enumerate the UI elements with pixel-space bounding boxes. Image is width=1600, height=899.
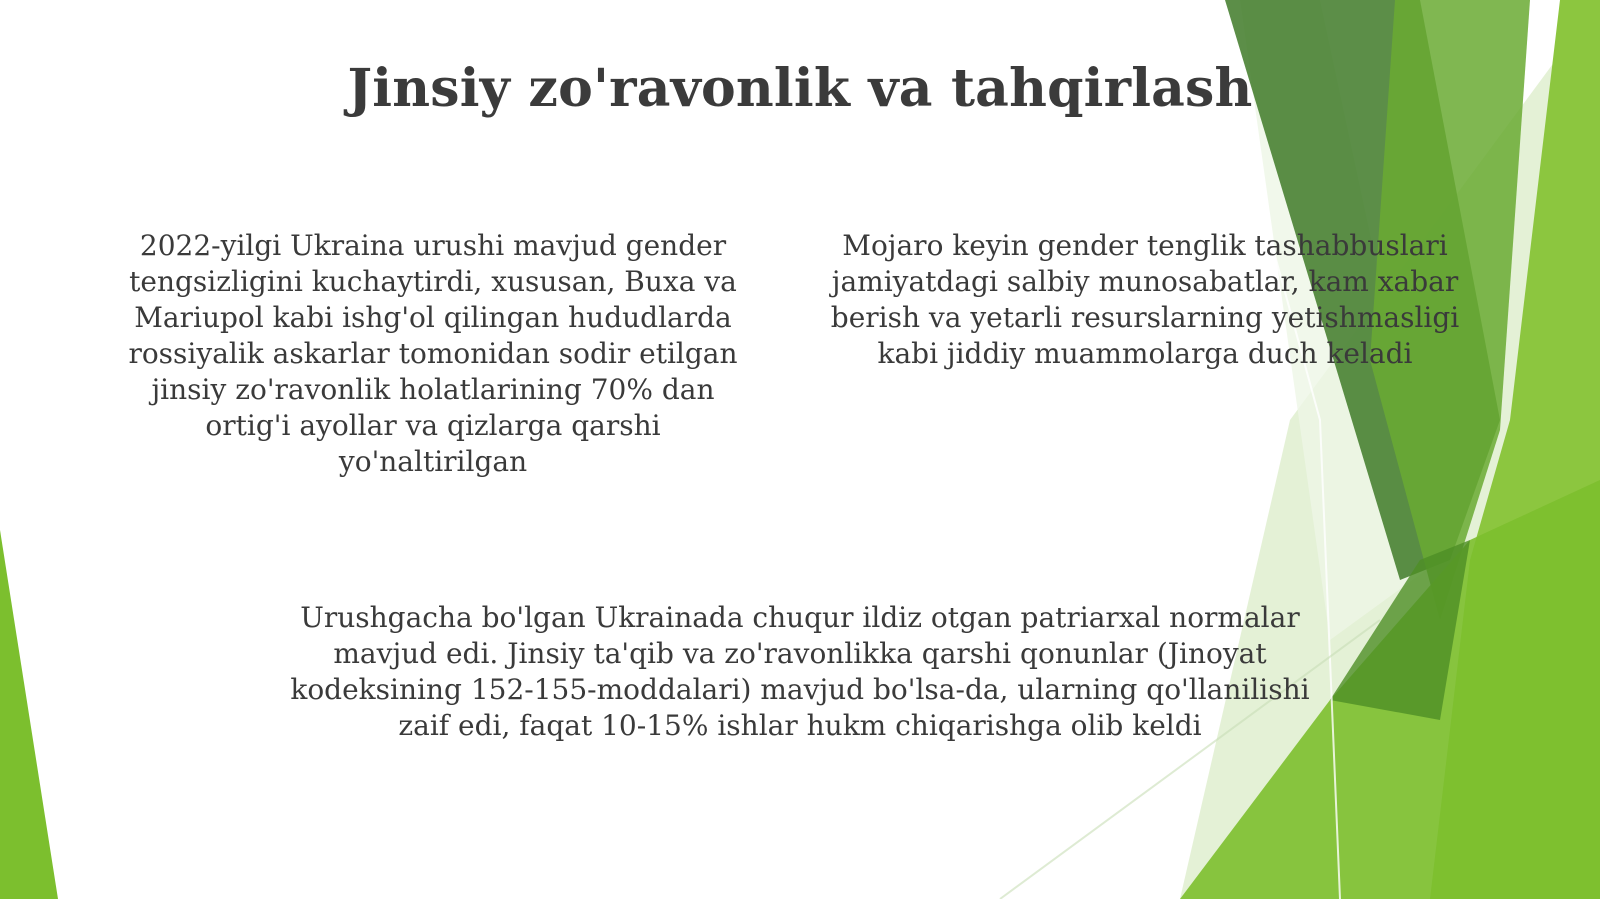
slide-title: Jinsiy zo'ravonlik va tahqirlash [347,58,1253,119]
left-green-shape [0,530,58,899]
left-text-block: 2022-yilgi Ukraina urushi mavjud gender tengsizligini kuchaytirdi, xususan, Buxa va Mariupol kabi ishg'ol qilingan hududlarda rossiyalik askarlar tomonidan sodir etilgan jinsiy zo'ravonlik holatlarining 70% dan ortig'i ayollar va qizlarga qarshi yo'naltirilgan [128,229,738,478]
right-text-block: Mojaro keyin gender tenglik tashabbuslari jamiyatdagi salbiy munosabatlar, kam xabar berish va yetarli resurslarning yetishmasligi kabi jiddiy muammolarga duch keladi [830,229,1460,370]
bottom-text-block: Urushgacha bo'lgan Ukrainada chuqur ildiz otgan patriarxal normalar mavjud edi. Jinsiy ta'qib va zo'ravonlikka qarshi qonunlar (Jinoyat kodeksining 152-155-moddalari) mavjud bo'lsa-da, ularning qo'llanilishi zaif edi, faqat 10-15% ishlar hukm chiqarishga olib keldi [290,601,1310,742]
